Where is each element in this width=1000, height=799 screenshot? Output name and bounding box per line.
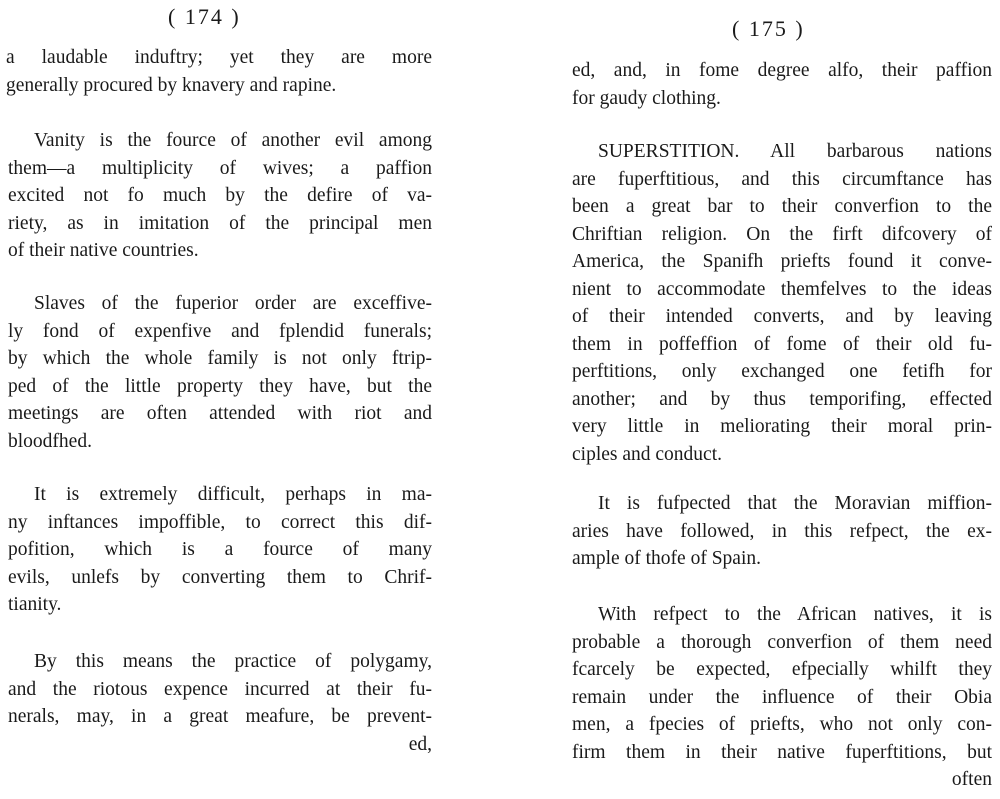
text-line: often bbox=[951, 769, 992, 790]
text-line: very little in meliorating their moral prin- bbox=[572, 416, 992, 437]
text-line: America, the Spanifh priefts found it conve- bbox=[572, 251, 992, 272]
text-line: tianity. bbox=[8, 594, 62, 615]
text-line: firm them in their native fuperftitions, but bbox=[572, 741, 992, 763]
text-line: nerals, may, in a great meafure, be prevent- bbox=[8, 706, 432, 727]
text-line: Slaves of the fuperior order are exceffive- bbox=[34, 293, 432, 314]
text-line: riety, as in imitation of the principal men bbox=[8, 212, 432, 234]
text-line: by which the whole family is not only ftrip- bbox=[8, 348, 432, 369]
text-line: evils, unlefs by converting them to Chrif- bbox=[8, 566, 432, 588]
text-line: them in poffeffion of fome of their old fu- bbox=[572, 333, 992, 355]
paragraph bbox=[8, 290, 432, 455]
text-line: It is fufpected that the Moravian miffion- bbox=[598, 493, 992, 514]
text-line: With refpect to the African natives, it is bbox=[598, 604, 992, 625]
paragraph bbox=[572, 138, 992, 468]
text-line: ed, and, in fome degree alfo, their paffion bbox=[572, 60, 992, 81]
text-line: a laudable induftry; yet they are more bbox=[6, 47, 432, 68]
text-line: them—a multiplicity of wives; a paffion bbox=[8, 157, 432, 179]
page-number: ( 175 ) bbox=[732, 16, 805, 41]
text-line: for gaudy clothing. bbox=[572, 87, 721, 109]
text-line: and the riotous expence incurred at their fu- bbox=[8, 678, 432, 700]
text-line: of their intended converts, and by leaving bbox=[572, 306, 992, 327]
text-line: aries have followed, in this refpect, the ex- bbox=[572, 520, 992, 542]
text-line: Vanity is the fource of another evil among bbox=[34, 130, 432, 151]
text-line: remain under the influence of their Obia bbox=[572, 686, 992, 708]
text-line: ed, bbox=[408, 733, 432, 755]
text-line: perftitions, only exchanged one fetifh for bbox=[572, 361, 992, 382]
text-line: It is extremely difficult, perhaps in ma- bbox=[34, 484, 432, 505]
text-line: another; and by thus temporifing, effected bbox=[572, 388, 992, 410]
text-line: SUPERSTITION. All barbarous nations bbox=[598, 141, 992, 162]
text-line: excited not fo much by the defire of va- bbox=[8, 185, 432, 206]
text-line: fcarcely be expected, efpecially whilft they bbox=[572, 659, 992, 680]
text-line: ample of thofe of Spain. bbox=[572, 548, 761, 569]
text-line: generally procured by knavery and rapine. bbox=[6, 74, 337, 96]
paragraph bbox=[6, 44, 432, 99]
text-line: nient to accommodate themfelves to the ideas bbox=[572, 278, 992, 300]
text-line: meetings are often attended with riot and bbox=[8, 403, 432, 424]
page-number: ( 174 ) bbox=[168, 4, 241, 29]
paragraph bbox=[572, 490, 992, 573]
text-line: ciples and conduct. bbox=[572, 443, 722, 465]
paragraph bbox=[8, 648, 432, 758]
text-line: ped of the little property they have, but the bbox=[8, 375, 432, 397]
paragraph bbox=[572, 57, 992, 112]
text-line: pofition, which is a fource of many bbox=[8, 539, 432, 560]
text-line: been a great bar to their converfion to the bbox=[572, 196, 992, 217]
text-line: bloodfhed. bbox=[8, 430, 92, 452]
text-line: of their native countries. bbox=[8, 240, 199, 261]
text-line: men, a fpecies of priefts, who not only con- bbox=[572, 714, 992, 735]
text-line: By this means the practice of polygamy, bbox=[34, 651, 432, 672]
paragraph bbox=[572, 601, 992, 794]
paragraph bbox=[8, 127, 432, 265]
text-line: probable a thorough converfion of them need bbox=[572, 631, 992, 653]
right-page bbox=[572, 0, 1000, 799]
text-line: ny inftances impoffible, to correct this dif- bbox=[8, 511, 432, 533]
text-line: ly fond of expenfive and fplendid funerals; bbox=[8, 320, 432, 342]
paragraph bbox=[8, 481, 432, 619]
left-page bbox=[0, 0, 440, 799]
text-line: Chriftian religion. On the firft difcovery of bbox=[572, 223, 992, 245]
text-line: are fuperftitious, and this circumftance has bbox=[572, 168, 992, 190]
